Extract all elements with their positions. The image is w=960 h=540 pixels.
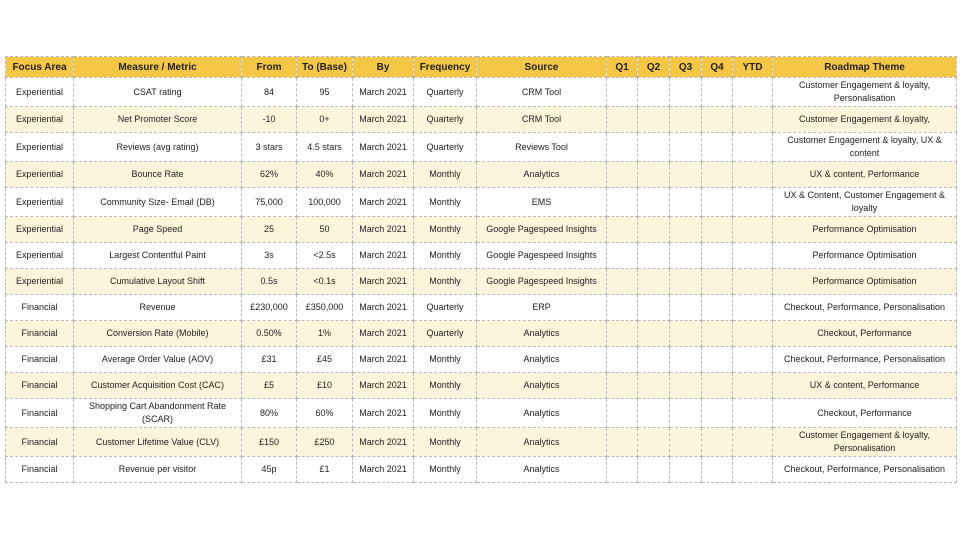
cell-roadmap-theme: UX & content, Performance [773,162,957,188]
cell-roadmap-theme: Checkout, Performance [773,321,957,347]
cell-measure-metric: Average Order Value (AOV) [74,347,242,373]
cell-focus-area: Financial [6,399,74,428]
cell-q3 [670,188,702,217]
cell-roadmap-theme: Performance Optimisation [773,217,957,243]
cell-to-base: 60% [297,399,353,428]
cell-q1 [607,373,638,399]
cell-to-base: £250 [297,428,353,457]
cell-source: ERP [477,295,607,321]
cell-by: March 2021 [353,269,414,295]
cell-focus-area: Financial [6,347,74,373]
cell-q2 [638,217,670,243]
header-q2: Q2 [638,57,670,78]
cell-to-base: £10 [297,373,353,399]
cell-q4 [702,78,733,107]
cell-roadmap-theme: Customer Engagement & loyalty, UX & content [773,133,957,162]
cell-q2 [638,133,670,162]
cell-to-base: £45 [297,347,353,373]
header-focus-area: Focus Area [6,57,74,78]
cell-q3 [670,457,702,483]
kpi-table [5,56,957,483]
cell-frequency: Quarterly [414,78,477,107]
cell-focus-area: Financial [6,373,74,399]
cell-q2 [638,347,670,373]
table-row [6,428,957,457]
cell-q1 [607,107,638,133]
header-measure-metric: Measure / Metric [74,57,242,78]
cell-ytd [733,133,773,162]
header-to-base: To (Base) [297,57,353,78]
cell-source: Analytics [477,162,607,188]
cell-q4 [702,243,733,269]
table-row [6,217,957,243]
cell-source: CRM Tool [477,78,607,107]
cell-by: March 2021 [353,162,414,188]
cell-to-base: 100,000 [297,188,353,217]
cell-q3 [670,107,702,133]
cell-from: 45p [242,457,297,483]
cell-q1 [607,162,638,188]
header-ytd: YTD [733,57,773,78]
cell-frequency: Quarterly [414,295,477,321]
cell-focus-area: Experiential [6,162,74,188]
cell-by: March 2021 [353,217,414,243]
table-row [6,188,957,217]
table-row [6,162,957,188]
cell-by: March 2021 [353,78,414,107]
cell-roadmap-theme: Customer Engagement & loyalty, Personalisation [773,428,957,457]
cell-frequency: Monthly [414,373,477,399]
cell-q1 [607,243,638,269]
cell-by: March 2021 [353,188,414,217]
cell-source: Analytics [477,399,607,428]
table-row [6,78,957,107]
cell-source: Google Pagespeed Insights [477,269,607,295]
header-from: From [242,57,297,78]
cell-measure-metric: Cumulative Layout Shift [74,269,242,295]
cell-frequency: Quarterly [414,321,477,347]
cell-from: 3s [242,243,297,269]
cell-q2 [638,373,670,399]
cell-q3 [670,243,702,269]
cell-focus-area: Financial [6,295,74,321]
cell-q2 [638,162,670,188]
cell-q4 [702,269,733,295]
cell-q1 [607,217,638,243]
cell-measure-metric: Bounce Rate [74,162,242,188]
cell-measure-metric: Page Speed [74,217,242,243]
cell-to-base: 50 [297,217,353,243]
cell-to-base: £350,000 [297,295,353,321]
cell-focus-area: Experiential [6,188,74,217]
cell-from: 75,000 [242,188,297,217]
cell-ytd [733,399,773,428]
cell-source: Google Pagespeed Insights [477,217,607,243]
cell-q4 [702,217,733,243]
cell-q3 [670,295,702,321]
cell-roadmap-theme: UX & content, Performance [773,373,957,399]
cell-q4 [702,162,733,188]
cell-to-base: <2.5s [297,243,353,269]
cell-frequency: Monthly [414,217,477,243]
cell-ytd [733,107,773,133]
header-roadmap-theme: Roadmap Theme [773,57,957,78]
cell-measure-metric: Revenue per visitor [74,457,242,483]
table-row [6,107,957,133]
cell-q1 [607,188,638,217]
cell-measure-metric: Shopping Cart Abandonment Rate (SCAR) [74,399,242,428]
cell-focus-area: Experiential [6,78,74,107]
cell-to-base: 1% [297,321,353,347]
cell-q4 [702,347,733,373]
header-source: Source [477,57,607,78]
cell-ytd [733,321,773,347]
cell-ytd [733,295,773,321]
header-q1: Q1 [607,57,638,78]
header-q3: Q3 [670,57,702,78]
cell-from: 0.5s [242,269,297,295]
cell-frequency: Quarterly [414,133,477,162]
table-row [6,243,957,269]
cell-source: Analytics [477,428,607,457]
header-q4: Q4 [702,57,733,78]
cell-from: -10 [242,107,297,133]
cell-by: March 2021 [353,373,414,399]
cell-by: March 2021 [353,295,414,321]
cell-by: March 2021 [353,399,414,428]
cell-by: March 2021 [353,428,414,457]
cell-q4 [702,188,733,217]
cell-q2 [638,269,670,295]
cell-q3 [670,321,702,347]
cell-by: March 2021 [353,457,414,483]
cell-frequency: Monthly [414,188,477,217]
cell-to-base: £1 [297,457,353,483]
cell-measure-metric: CSAT rating [74,78,242,107]
table-row [6,321,957,347]
header-row [6,57,957,78]
cell-source: Analytics [477,347,607,373]
cell-roadmap-theme: Performance Optimisation [773,269,957,295]
cell-from: 25 [242,217,297,243]
cell-roadmap-theme: Checkout, Performance, Personalisation [773,295,957,321]
cell-q1 [607,133,638,162]
cell-q2 [638,321,670,347]
table-row [6,133,957,162]
cell-q1 [607,321,638,347]
cell-roadmap-theme: UX & Content, Customer Engagement & loyalty [773,188,957,217]
cell-q3 [670,373,702,399]
cell-frequency: Monthly [414,399,477,428]
table-row [6,269,957,295]
cell-focus-area: Experiential [6,107,74,133]
cell-q3 [670,133,702,162]
cell-q1 [607,295,638,321]
cell-q2 [638,243,670,269]
cell-roadmap-theme: Checkout, Performance [773,399,957,428]
cell-measure-metric: Community Size- Email (DB) [74,188,242,217]
cell-from: 3 stars [242,133,297,162]
cell-measure-metric: Largest Contentful Paint [74,243,242,269]
header-by: By [353,57,414,78]
cell-ytd [733,188,773,217]
cell-to-base: 4.5 stars [297,133,353,162]
cell-q4 [702,373,733,399]
table-body [6,78,957,483]
cell-q3 [670,428,702,457]
cell-focus-area: Experiential [6,133,74,162]
cell-measure-metric: Customer Lifetime Value (CLV) [74,428,242,457]
header-frequency: Frequency [414,57,477,78]
cell-q3 [670,217,702,243]
cell-source: EMS [477,188,607,217]
cell-measure-metric: Customer Acquisition Cost (CAC) [74,373,242,399]
cell-q4 [702,399,733,428]
cell-q1 [607,399,638,428]
cell-q1 [607,457,638,483]
cell-measure-metric: Reviews (avg rating) [74,133,242,162]
cell-ytd [733,217,773,243]
cell-q3 [670,269,702,295]
cell-from: 0.50% [242,321,297,347]
cell-q4 [702,295,733,321]
cell-to-base: 0+ [297,107,353,133]
cell-q3 [670,78,702,107]
cell-measure-metric: Conversion Rate (Mobile) [74,321,242,347]
table-row [6,295,957,321]
cell-from: £230,000 [242,295,297,321]
cell-frequency: Monthly [414,243,477,269]
cell-frequency: Quarterly [414,107,477,133]
cell-ytd [733,78,773,107]
cell-ytd [733,269,773,295]
cell-roadmap-theme: Performance Optimisation [773,243,957,269]
cell-q1 [607,78,638,107]
cell-focus-area: Financial [6,428,74,457]
cell-from: 80% [242,399,297,428]
cell-by: March 2021 [353,321,414,347]
cell-q4 [702,133,733,162]
cell-by: March 2021 [353,107,414,133]
cell-frequency: Monthly [414,428,477,457]
cell-to-base: 95 [297,78,353,107]
cell-q1 [607,428,638,457]
cell-roadmap-theme: Customer Engagement & loyalty, Personalisation [773,78,957,107]
cell-frequency: Monthly [414,162,477,188]
cell-q1 [607,347,638,373]
cell-roadmap-theme: Checkout, Performance, Personalisation [773,457,957,483]
cell-q2 [638,428,670,457]
cell-from: £150 [242,428,297,457]
table-row [6,457,957,483]
cell-source: Analytics [477,373,607,399]
cell-by: March 2021 [353,347,414,373]
cell-from: 62% [242,162,297,188]
cell-focus-area: Experiential [6,243,74,269]
cell-ytd [733,162,773,188]
cell-q4 [702,321,733,347]
cell-q4 [702,428,733,457]
cell-to-base: <0.1s [297,269,353,295]
cell-q1 [607,269,638,295]
cell-q4 [702,457,733,483]
cell-source: Google Pagespeed Insights [477,243,607,269]
cell-measure-metric: Revenue [74,295,242,321]
cell-source: Analytics [477,457,607,483]
cell-source: Analytics [477,321,607,347]
cell-to-base: 40% [297,162,353,188]
cell-frequency: Monthly [414,269,477,295]
cell-by: March 2021 [353,243,414,269]
cell-from: £5 [242,373,297,399]
cell-q2 [638,107,670,133]
cell-frequency: Monthly [414,457,477,483]
cell-by: March 2021 [353,133,414,162]
table-row [6,347,957,373]
cell-q2 [638,78,670,107]
cell-q4 [702,107,733,133]
cell-frequency: Monthly [414,347,477,373]
cell-roadmap-theme: Checkout, Performance, Personalisation [773,347,957,373]
cell-source: CRM Tool [477,107,607,133]
table-row [6,399,957,428]
cell-ytd [733,457,773,483]
cell-q3 [670,399,702,428]
cell-from: £31 [242,347,297,373]
cell-ytd [733,373,773,399]
table-row [6,373,957,399]
cell-ytd [733,428,773,457]
cell-source: Reviews Tool [477,133,607,162]
cell-q2 [638,295,670,321]
cell-q2 [638,399,670,428]
cell-q3 [670,347,702,373]
cell-focus-area: Financial [6,457,74,483]
cell-q2 [638,457,670,483]
cell-focus-area: Financial [6,321,74,347]
cell-focus-area: Experiential [6,217,74,243]
cell-ytd [733,347,773,373]
cell-focus-area: Experiential [6,269,74,295]
cell-from: 84 [242,78,297,107]
cell-q2 [638,188,670,217]
cell-ytd [733,243,773,269]
cell-q3 [670,162,702,188]
cell-roadmap-theme: Customer Engagement & loyalty, [773,107,957,133]
cell-measure-metric: Net Promoter Score [74,107,242,133]
